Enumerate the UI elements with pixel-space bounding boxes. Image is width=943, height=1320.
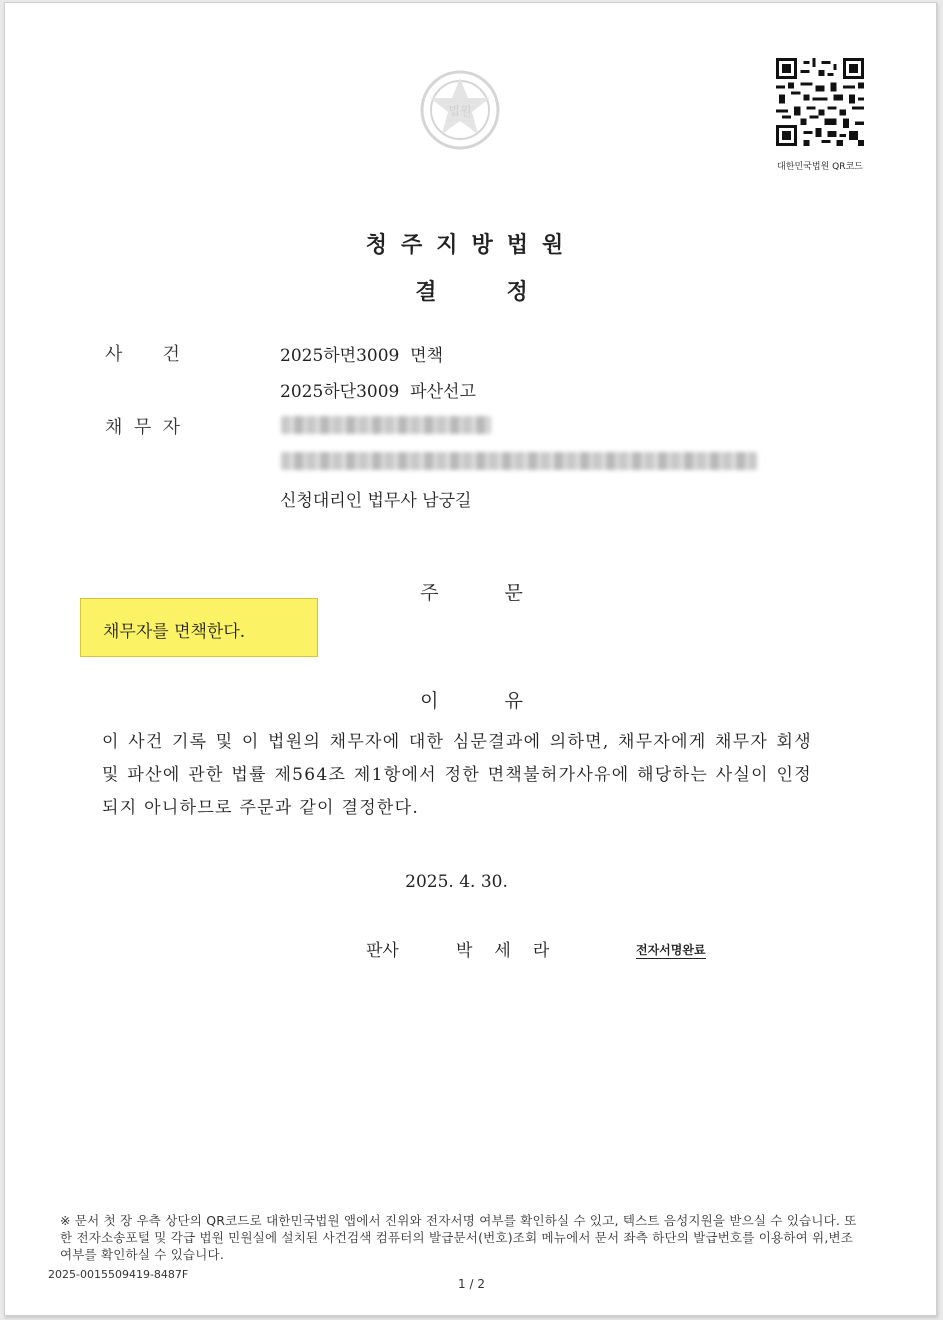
court-name: 청주지방법원: [365, 233, 578, 258]
issue-number: 2025-0015509419-8487F: [48, 1268, 189, 1281]
debtor-agent: 신청대리인 법무사 남궁길: [280, 491, 472, 511]
order-title-char: 문: [504, 582, 523, 604]
reason-text: 이 사건 기록 및 이 법원의 채무자에 대한 심문결과에 의하면, 채무자에게 채무자 회생 및 파산에 관한 법률 제564조 제1항에서 정한 면책불허가사유에 해당하는 사실이 인정되지 아니하므로 주문과 같이 결정한다.: [102, 732, 812, 818]
document-page: [4, 2, 937, 1316]
qr-caption: 대한민국법원 QR코드: [777, 162, 863, 172]
e-signature-mark: 전자서명완료: [636, 943, 706, 957]
redacted-debtor-name: [281, 416, 491, 434]
reason-title-char: 이: [420, 690, 439, 712]
document-type-char: 정: [506, 280, 528, 305]
footer-note: ※ 문서 첫 장 우측 상단의 QR코드로 대한민국법원 앱에서 진위와 전자서명 여부를 확인하실 수 있고, 텍스트 음성지원을 받으실 수 있습니다. 또한 전자소송포털 및 각급 법원 민원실에 설치된 사건검색 컴퓨터의 발급문서(번호)조회 메뉴에서 문서 좌측 하단의 발급번호를 이용하여 위,변조 여부를 확인하실 수 있습니다.: [60, 1213, 857, 1262]
court-seal-icon: [418, 68, 502, 152]
case-number-line: 2025하단3009 파산선고: [280, 382, 476, 402]
svg-text:법원: 법원: [448, 104, 472, 118]
qr-code-icon: [776, 58, 864, 146]
case-number-line: 2025하면3009 면책: [280, 346, 444, 366]
reason-title-char: 유: [504, 690, 523, 712]
document-type: [0, 275, 943, 306]
judge-name: 박세라: [456, 941, 572, 961]
reason-title: [0, 686, 943, 713]
order-text: 채무자를 면책한다.: [103, 622, 246, 642]
order-title-char: 주: [420, 582, 439, 604]
case-label: 사 건: [105, 344, 180, 365]
document-type-char: 결: [415, 280, 437, 305]
judge-role: 판사: [366, 941, 399, 961]
debtor-label: 채 무 자: [105, 417, 181, 438]
decision-date: 2025. 4. 30.: [405, 872, 508, 892]
redacted-debtor-address: [281, 452, 757, 470]
page-number: 1 / 2: [458, 1277, 485, 1291]
